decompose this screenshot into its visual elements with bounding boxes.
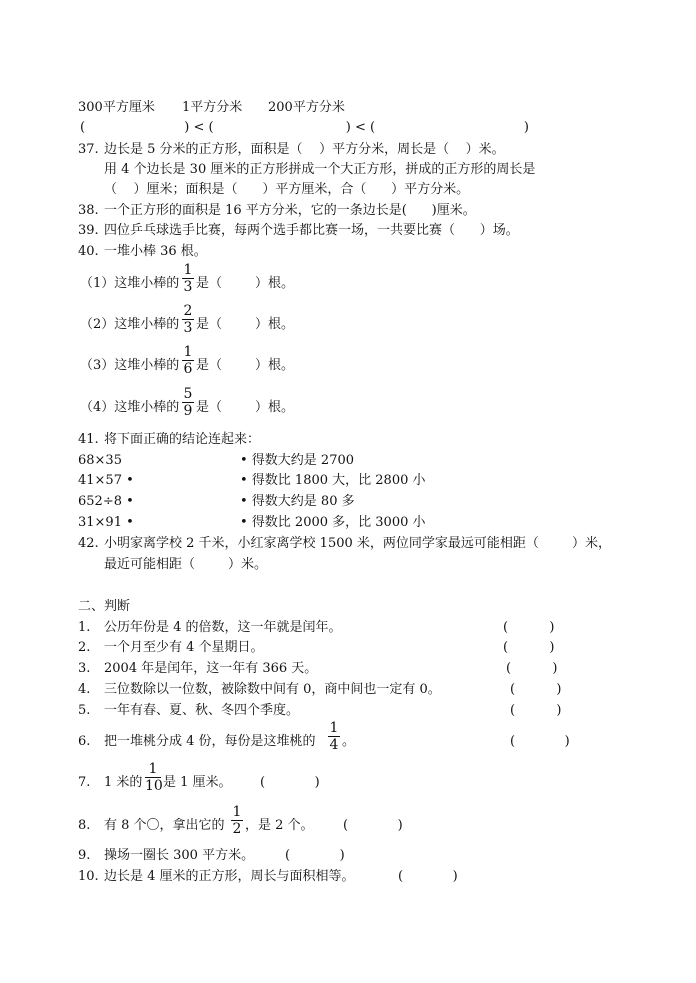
fraction-numerator: 1 <box>183 344 193 360</box>
judge-9-number: 9. <box>78 848 91 863</box>
judge-9-text: 操场一圈长 300 平方米。 <box>104 848 255 863</box>
judge-10-paren: ( ) <box>398 869 458 884</box>
judge-2-paren: ( ) <box>503 640 555 655</box>
judge-4-paren: ( ) <box>510 682 562 697</box>
q40-part2-label: （2）这堆小棒的 <box>80 317 180 332</box>
q40-part4-tail: 是（ ）根。 <box>196 400 295 415</box>
q41-left-3: 652÷8 • <box>78 494 134 509</box>
section-title: 二、判断 <box>78 599 131 614</box>
judge-5-text: 一年有春、夏、秋、冬四个季度。 <box>104 703 300 718</box>
judge-7-fraction <box>145 762 161 793</box>
q37-line1: 边长是 5 分米的正方形，面积是（ ）平方分米，周长是（ ）米。 <box>104 142 505 157</box>
q41-left-1: 68×35 <box>78 453 122 468</box>
judge-6-text: 把一堆桃分成 4 份，每份是这堆桃的 <box>104 734 316 749</box>
judge-4-number: 4. <box>78 682 91 697</box>
unit-a: 300平方厘米 <box>78 100 155 115</box>
q42-line1: 小明家离学校 2 千米，小红家离学校 1500 米，两位同学家最远可能相距（ ）米， <box>104 536 611 551</box>
fraction-denominator: 10 <box>145 778 163 794</box>
q40-part2-fraction <box>182 304 194 335</box>
fraction-denominator: 3 <box>183 320 193 336</box>
fraction-numerator: 1 <box>232 804 242 820</box>
fraction-numerator: 5 <box>183 386 193 402</box>
judge-6-fraction <box>328 721 340 752</box>
judge-4-text: 三位数除以一位数，被除数中间有 0，商中间也一定有 0。 <box>104 682 441 697</box>
q37-line2: 用 4 个边长是 30 厘米的正方形拼成一个大正方形，拼成的正方形的周长是 <box>104 162 536 177</box>
judge-8-text: 有 8 个〇，拿出它的 <box>104 818 225 833</box>
q41-left-2: 41×57 • <box>78 473 134 488</box>
judge-7-number: 7. <box>78 775 91 790</box>
q40-part1-label: （1）这堆小棒的 <box>80 276 180 291</box>
judge-6-paren: ( ) <box>510 734 570 749</box>
judge-2-number: 2. <box>78 640 91 655</box>
judge-5-paren: ( ) <box>510 703 562 718</box>
fraction-numerator: 1 <box>148 761 158 777</box>
q40-part2-tail: 是（ ）根。 <box>196 317 295 332</box>
q39-number: 39. <box>78 223 99 238</box>
q40-text: 一堆小棒 36 根。 <box>104 244 207 259</box>
q40-part4-label: （4）这堆小棒的 <box>80 400 180 415</box>
judge-7-text: 1 米的 <box>104 775 143 790</box>
judge-1-paren: ( ) <box>503 620 555 635</box>
compare-row: ( ) < ( ) < ( ) <box>80 120 529 135</box>
unit-b: 1平方分米 <box>182 100 243 115</box>
q41-left-4: 31×91 • <box>78 515 134 530</box>
judge-3-number: 3. <box>78 661 91 676</box>
q41-right-1: • 得数大约是 2700 <box>240 453 355 468</box>
fraction-numerator: 2 <box>183 303 193 319</box>
q40-part3-label: （3）这堆小棒的 <box>80 358 180 373</box>
q41-number: 41. <box>78 432 99 447</box>
judge-1-text: 公历年份是 4 的倍数，这一年就是闰年。 <box>104 620 342 635</box>
judge-8-number: 8. <box>78 818 91 833</box>
judge-5-number: 5. <box>78 703 91 718</box>
fraction-denominator: 2 <box>232 821 242 837</box>
q40-part4-fraction <box>182 387 194 418</box>
judge-9-paren: ( ) <box>285 848 345 863</box>
q38-number: 38. <box>78 203 99 218</box>
q42-line2: 最近可能相距（ ）米。 <box>104 557 268 572</box>
judge-8-tail: ，是 2 个。 <box>245 818 314 833</box>
judge-6-tail: 。 <box>342 734 356 749</box>
fraction-denominator: 9 <box>183 403 193 419</box>
fraction-denominator: 4 <box>329 737 339 753</box>
unit-c: 200平方分米 <box>268 100 345 115</box>
q41-right-4: • 得数比 2000 多，比 3000 小 <box>240 515 426 530</box>
q39-text: 四位乒乓球选手比赛，每两个选手都比赛一场，一共要比赛（ ）场。 <box>104 223 519 238</box>
judge-6-number: 6. <box>78 734 91 749</box>
judge-7-tail: 是 1 厘米。 <box>163 775 232 790</box>
judge-10-number: 10. <box>78 869 99 884</box>
q40-part3-tail: 是（ ）根。 <box>196 358 295 373</box>
fraction-numerator: 1 <box>329 720 339 736</box>
fraction-denominator: 6 <box>183 361 193 377</box>
q42-number: 42. <box>78 536 99 551</box>
judge-8-paren: ( ) <box>343 818 403 833</box>
fraction-numerator: 1 <box>183 262 193 278</box>
judge-1-number: 1. <box>78 620 91 635</box>
judge-7-paren: ( ) <box>260 775 320 790</box>
judge-8-fraction <box>231 805 243 836</box>
q41-right-2: • 得数比 1800 大，比 2800 小 <box>240 473 426 488</box>
q40-part1-fraction <box>182 263 194 294</box>
q41-text: 将下面正确的结论连起来： <box>104 432 261 447</box>
q40-part3-fraction <box>182 345 194 376</box>
judge-3-paren: ( ) <box>506 661 558 676</box>
q40-part1-tail: 是（ ）根。 <box>196 276 295 291</box>
fraction-denominator: 3 <box>183 279 193 295</box>
judge-3-text: 2004 年是闰年，这一年有 366 天。 <box>104 661 318 676</box>
q41-right-3: • 得数大约是 80 多 <box>240 494 355 509</box>
q37-line3: （ ）厘米；面积是（ ）平方厘米，合（ ）平方分米。 <box>104 182 470 197</box>
q40-number: 40. <box>78 244 99 259</box>
judge-10-text: 边长是 4 厘米的正方形，周长与面积相等。 <box>104 869 355 884</box>
q38-text: 一个正方形的面积是 16 平方分米，它的一条边长是( )厘米。 <box>104 203 476 218</box>
q37-number: 37. <box>78 142 99 157</box>
judge-2-text: 一个月至少有 4 个星期日。 <box>104 640 264 655</box>
